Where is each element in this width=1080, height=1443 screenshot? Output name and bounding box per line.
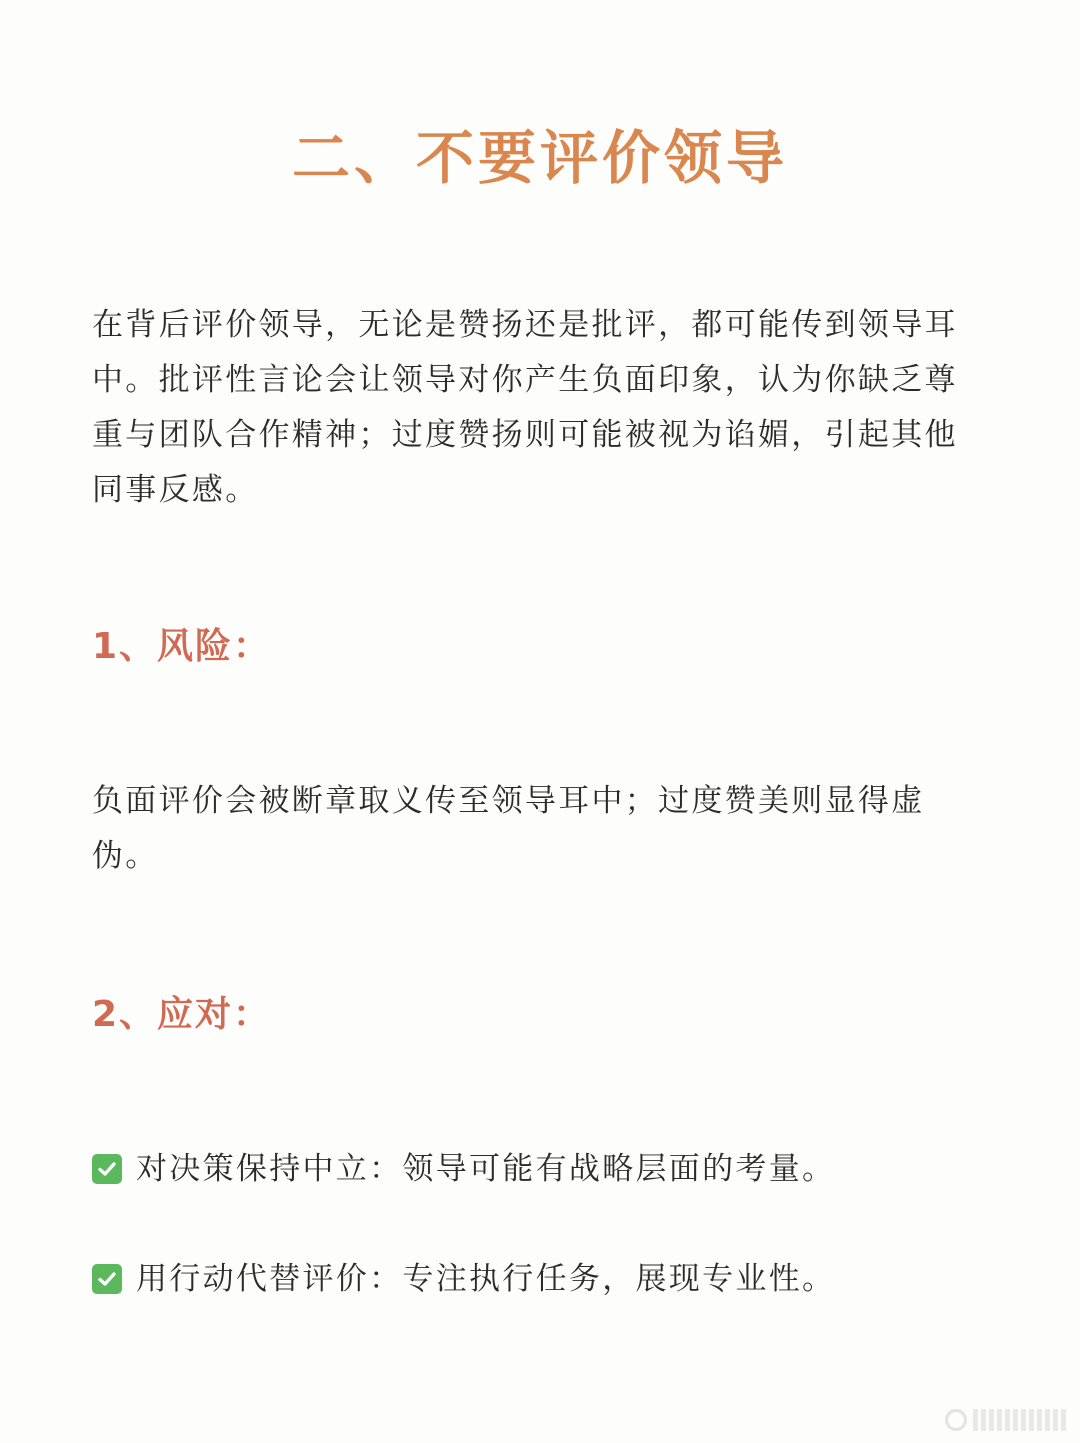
section-heading-response: 2、应对：: [92, 994, 272, 1035]
watermark-logo-icon: [945, 1409, 967, 1431]
watermark: [945, 1409, 1066, 1431]
check-mark-icon: [92, 1154, 122, 1184]
list-item: [92, 1145, 992, 1193]
check-mark-icon: [92, 1264, 122, 1294]
intro-paragraph: 在背后评价领导，无论是赞扬还是批评，都可能传到领导耳中。批评性言论会让领导对你产生负面印象，认为你缺乏尊重与团队合作精神；过度赞扬则可能被视为谄媚，引起其他同事反感。: [92, 307, 958, 508]
list-item-text: 对决策保持中立：领导可能有战略层面的考量。: [136, 1151, 836, 1187]
section-heading-risk: 1、风险：: [92, 626, 272, 667]
risk-paragraph: 负面评价会被断章取义传至领导耳中；过度赞美则显得虚伪。: [92, 783, 925, 874]
list-item-text: 用行动代替评价：专注执行任务，展现专业性。: [136, 1261, 836, 1297]
page-title: 二、不要评价领导: [291, 124, 788, 192]
watermark-bars: [973, 1409, 1066, 1431]
list-item: [92, 1255, 992, 1303]
